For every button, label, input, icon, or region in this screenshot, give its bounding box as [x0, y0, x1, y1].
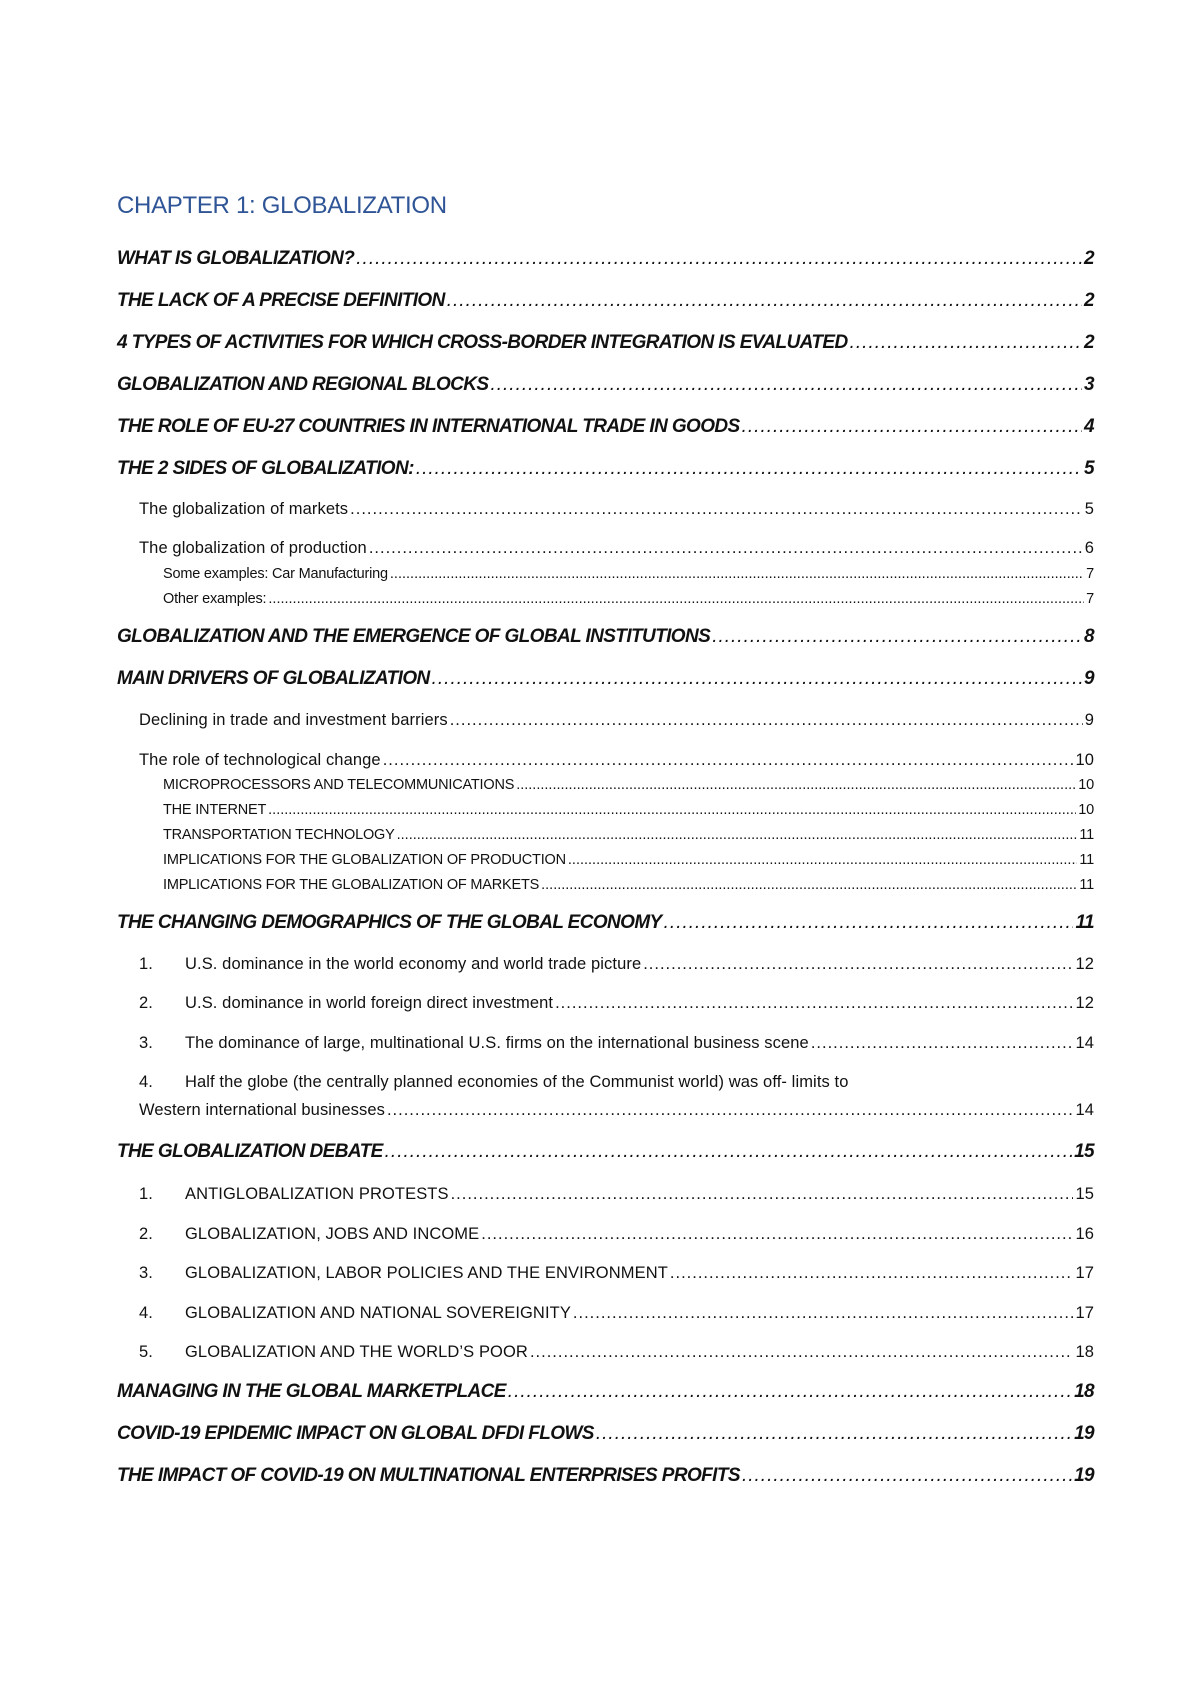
- toc-entry[interactable]: [117, 416, 1094, 438]
- toc-entry-label: THE ROLE OF EU-27 COUNTRIES IN INTERNATIONAL TRADE IN GOODS: [117, 416, 740, 437]
- toc-page-number: 10: [1078, 802, 1094, 818]
- toc-page-number: 6: [1084, 539, 1094, 557]
- toc-entry[interactable]: [139, 1304, 1094, 1323]
- dot-leader: [432, 668, 1082, 690]
- toc-page-number: 18: [1075, 1343, 1094, 1361]
- toc-entry-number: 1.: [139, 1185, 153, 1203]
- toc-entry-label: ANTIGLOBALIZATION PROTESTS: [185, 1185, 449, 1203]
- dot-leader: [811, 1034, 1074, 1053]
- toc-entry-first-line[interactable]: [139, 1073, 849, 1092]
- toc-entry-label: THE GLOBALIZATION DEBATE: [117, 1141, 383, 1162]
- dot-leader: [712, 626, 1082, 648]
- toc-page-number: 12: [1075, 994, 1094, 1012]
- dot-leader: [268, 802, 1076, 818]
- dot-leader: [416, 458, 1082, 480]
- toc-entry-number: 1.: [139, 955, 153, 973]
- dot-leader: [508, 1381, 1072, 1403]
- toc-page-number: 14: [1075, 1034, 1094, 1052]
- toc-page-number: 7: [1086, 591, 1094, 607]
- toc-entry[interactable]: [139, 711, 1094, 730]
- toc-entry-number: 4.: [139, 1304, 153, 1322]
- toc-page-number: 19: [1074, 1423, 1094, 1444]
- toc-entry[interactable]: [117, 332, 1094, 354]
- toc-entry[interactable]: [117, 248, 1094, 270]
- toc-entry[interactable]: [117, 1381, 1094, 1403]
- chapter-title: CHAPTER 1: GLOBALIZATION: [117, 192, 447, 219]
- toc-entry-label: THE 2 SIDES OF GLOBALIZATION:: [117, 458, 414, 479]
- toc-page-number: 12: [1075, 955, 1094, 973]
- toc-entry[interactable]: [117, 1423, 1094, 1445]
- dot-leader: [555, 994, 1073, 1013]
- toc-entry-label: GLOBALIZATION, JOBS AND INCOME: [185, 1225, 480, 1243]
- toc-page-number: 10: [1075, 751, 1094, 769]
- toc-page-number: 14: [1075, 1101, 1094, 1119]
- toc-page-number: 16: [1075, 1225, 1094, 1243]
- dot-leader: [541, 877, 1077, 893]
- toc-entry[interactable]: [117, 912, 1094, 934]
- dot-leader: [450, 711, 1083, 730]
- toc-entry[interactable]: [117, 458, 1094, 480]
- toc-page-number: 15: [1074, 1141, 1094, 1162]
- toc-entry-label: 4 TYPES OF ACTIVITIES FOR WHICH CROSS-BORDER INTEGRATION IS EVALUATED: [117, 332, 848, 353]
- dot-leader: [447, 290, 1082, 312]
- toc-entry[interactable]: [117, 626, 1094, 648]
- toc-entry-label: THE LACK OF A PRECISE DEFINITION: [117, 290, 445, 311]
- toc-entry[interactable]: [139, 1225, 1094, 1244]
- toc-page-number: 2: [1084, 290, 1094, 311]
- toc-entry[interactable]: [139, 1101, 1094, 1120]
- toc-entry[interactable]: [163, 591, 1094, 607]
- toc-page-number: 15: [1075, 1185, 1094, 1203]
- toc-entry-number: 2.: [139, 994, 153, 1012]
- toc-entry-label: IMPLICATIONS FOR THE GLOBALIZATION OF PRODUCTION: [163, 852, 566, 868]
- toc-entry-label: Western international businesses: [139, 1101, 385, 1119]
- dot-leader: [356, 248, 1082, 270]
- toc-entry[interactable]: [163, 777, 1094, 793]
- dot-leader: [850, 332, 1082, 354]
- toc-entry-label: THE CHANGING DEMOGRAPHICS OF THE GLOBAL ECONOMY: [117, 912, 662, 933]
- toc-entry-label: THE INTERNET: [163, 802, 267, 818]
- toc-page-number: 3: [1084, 374, 1094, 395]
- toc-entry-label: COVID-19 EPIDEMIC IMPACT ON GLOBAL DFDI FLOWS: [117, 1423, 594, 1444]
- toc-page-number: 4: [1084, 416, 1094, 437]
- toc-entry[interactable]: [117, 1141, 1094, 1163]
- toc-page-number: 11: [1079, 827, 1094, 843]
- dot-leader: [451, 1185, 1074, 1204]
- dot-leader: [643, 955, 1073, 974]
- dot-leader: [742, 416, 1082, 438]
- toc-entry-label: The dominance of large, multinational U.S. firms on the international business scene: [185, 1034, 809, 1052]
- toc-entry[interactable]: [139, 1185, 1094, 1204]
- dot-leader: [390, 566, 1084, 582]
- toc-entry[interactable]: [139, 751, 1094, 770]
- toc-page-number: 19: [1074, 1465, 1094, 1486]
- toc-page-number: 9: [1084, 668, 1094, 689]
- toc-entry-label: U.S. dominance in the world economy and world trade picture: [185, 955, 642, 973]
- toc-entry-label: The globalization of production: [139, 539, 367, 557]
- dot-leader: [596, 1423, 1072, 1445]
- toc-entry[interactable]: [139, 539, 1094, 558]
- toc-entry[interactable]: [117, 668, 1094, 690]
- dot-leader: [350, 500, 1083, 519]
- toc-entry-label: U.S. dominance in world foreign direct investment: [185, 994, 554, 1012]
- toc-page-number: 17: [1075, 1264, 1094, 1282]
- dot-leader: [664, 912, 1074, 934]
- toc-page-number: 11: [1079, 877, 1094, 893]
- toc-entry[interactable]: [163, 827, 1094, 843]
- toc-entry[interactable]: [139, 500, 1094, 519]
- toc-entry-number: 3.: [139, 1264, 153, 1282]
- toc-entry-label: GLOBALIZATION AND REGIONAL BLOCKS: [117, 374, 489, 395]
- toc-entry-label: THE IMPACT OF COVID-19 ON MULTINATIONAL ENTERPRISES PROFITS: [117, 1465, 740, 1486]
- toc-entry[interactable]: [139, 1034, 1094, 1053]
- toc-entry[interactable]: [139, 955, 1094, 974]
- dot-leader: [670, 1264, 1074, 1283]
- toc-page-number: 2: [1084, 332, 1094, 353]
- toc-entry[interactable]: [117, 374, 1094, 396]
- toc-entry-label: IMPLICATIONS FOR THE GLOBALIZATION OF MARKETS: [163, 877, 540, 893]
- toc-entry-label: TRANSPORTATION TECHNOLOGY: [163, 827, 395, 843]
- toc-page-number: 17: [1075, 1304, 1094, 1322]
- dot-leader: [397, 827, 1078, 843]
- toc-page-number: 5: [1084, 500, 1094, 518]
- toc-entry[interactable]: [163, 852, 1094, 868]
- toc-entry-label: GLOBALIZATION AND THE WORLD’S POOR: [185, 1343, 528, 1361]
- toc-entry-label: Half the globe (the centrally planned economies of the Communist world) was off- limits to: [185, 1073, 849, 1091]
- toc-entry-label: The globalization of markets: [139, 500, 349, 518]
- toc-entry-number: 4.: [139, 1073, 153, 1091]
- toc-entry-label: Other examples:: [163, 591, 267, 607]
- dot-leader: [742, 1465, 1072, 1487]
- toc-entry-label: GLOBALIZATION AND NATIONAL SOVEREIGNITY: [185, 1304, 571, 1322]
- dot-leader: [490, 374, 1082, 396]
- toc-page-number: 8: [1084, 626, 1094, 647]
- dot-leader: [568, 852, 1077, 868]
- toc-page-number: 11: [1079, 852, 1094, 868]
- toc-entry-number: 2.: [139, 1225, 153, 1243]
- toc-entry[interactable]: [139, 1343, 1094, 1362]
- dot-leader: [268, 591, 1084, 607]
- toc-entry[interactable]: [163, 802, 1094, 818]
- toc-entry[interactable]: [163, 566, 1094, 582]
- toc-entry-label: Some examples: Car Manufacturing: [163, 566, 388, 582]
- dot-leader: [481, 1225, 1073, 1244]
- toc-entry-label: MANAGING IN THE GLOBAL MARKETPLACE: [117, 1381, 506, 1402]
- dot-leader: [369, 539, 1083, 558]
- toc-page-number: 9: [1084, 711, 1094, 729]
- dot-leader: [573, 1304, 1074, 1323]
- dot-leader: [385, 1141, 1072, 1163]
- toc-page-number: 11: [1075, 912, 1094, 933]
- toc-entry-label: MICROPROCESSORS AND TELECOMMUNICATIONS: [163, 777, 515, 793]
- toc-entry[interactable]: [117, 290, 1094, 312]
- dot-leader: [387, 1101, 1073, 1120]
- toc-page-number: 5: [1084, 458, 1094, 479]
- toc-entry-label: MAIN DRIVERS OF GLOBALIZATION: [117, 668, 430, 689]
- dot-leader: [383, 751, 1074, 770]
- toc-entry-label: The role of technological change: [139, 751, 381, 769]
- toc-page-number: 7: [1086, 566, 1094, 582]
- dot-leader: [516, 777, 1076, 793]
- toc-entry[interactable]: [117, 1465, 1094, 1487]
- toc-entry[interactable]: [139, 994, 1094, 1013]
- toc-entry-label: WHAT IS GLOBALIZATION?: [117, 248, 355, 269]
- toc-page-number: 18: [1074, 1381, 1094, 1402]
- toc-entry-label: Declining in trade and investment barriers: [139, 711, 448, 729]
- toc-entry-label: GLOBALIZATION, LABOR POLICIES AND THE ENVIRONMENT: [185, 1264, 668, 1282]
- toc-entry-number: 3.: [139, 1034, 153, 1052]
- toc-entry[interactable]: [139, 1264, 1094, 1283]
- toc-entry-label: GLOBALIZATION AND THE EMERGENCE OF GLOBAL INSTITUTIONS: [117, 626, 711, 647]
- toc-entry[interactable]: [163, 877, 1094, 893]
- toc-page-number: 2: [1084, 248, 1094, 269]
- dot-leader: [530, 1343, 1074, 1362]
- toc-page-number: 10: [1078, 777, 1094, 793]
- toc-entry-number: 5.: [139, 1343, 153, 1361]
